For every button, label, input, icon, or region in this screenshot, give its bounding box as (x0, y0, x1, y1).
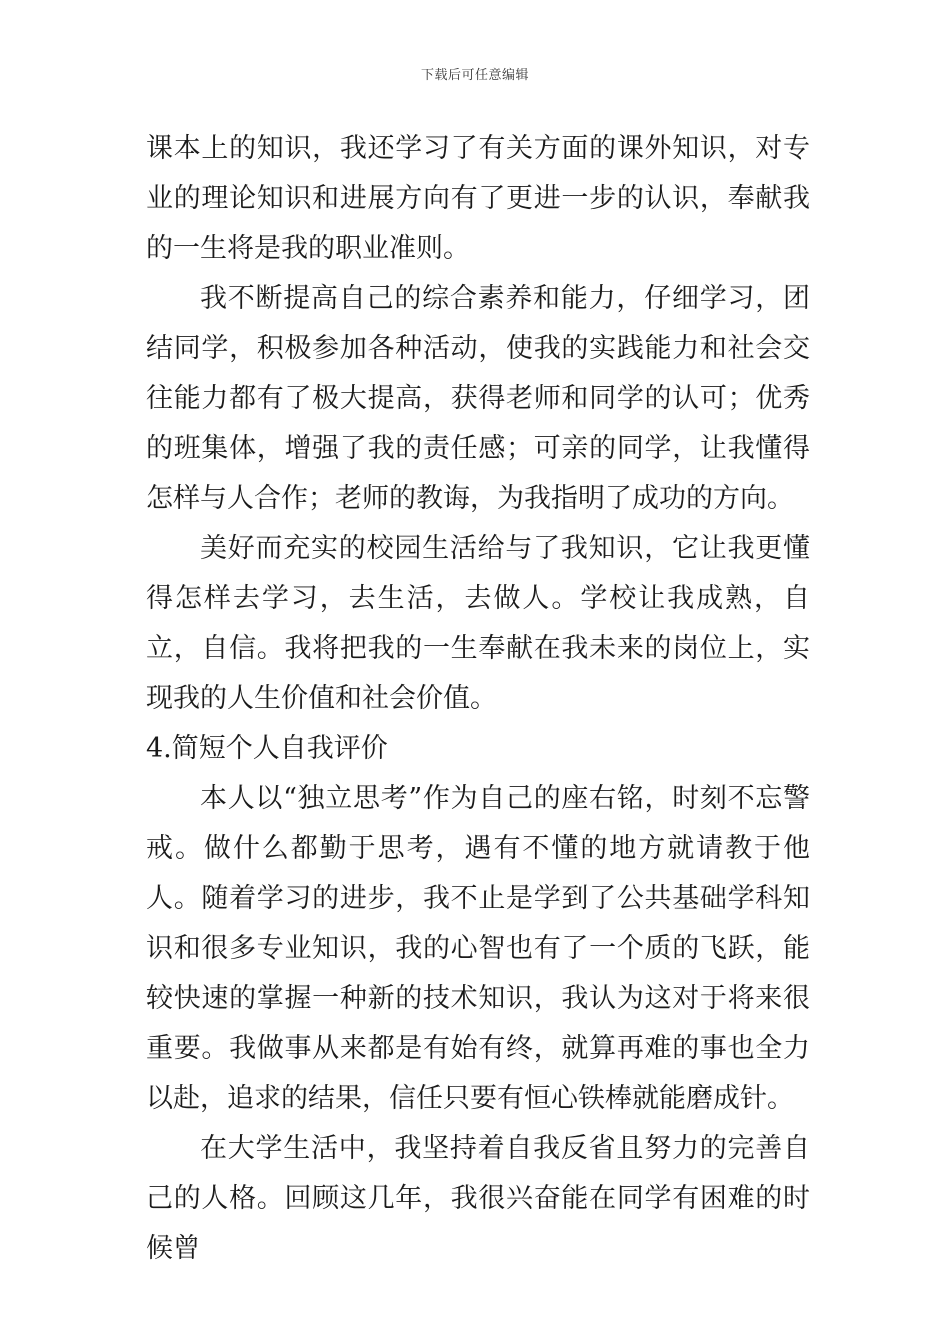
document-body (146, 124, 810, 1274)
paragraph-abilities: 我不断提高自己的综合素养和能力，仔细学习，团结同学，积极参加各种活动，使我的实践能力和社会交往能力都有了极大提高，获得老师和同学的认可；优秀的班集体，增强了我的责任感；可亲的同学，让我懂得怎样与人合作；老师的教诲，为我指明了成功的方向。 (146, 283, 810, 514)
paragraph-campus-life: 美好而充实的校园生活给与了我知识，它让我更懂得怎样去学习，去生活，去做人。学校让我成熟，自立，自信。我将把我的一生奉献在我未来的岗位上，实现我的人生价值和社会价值。 (146, 533, 810, 714)
paragraph-college-life: 在大学生活中，我坚持着自我反省且努力的完善自己的人格。回顾这几年，我很兴奋能在同学有困难的时候曾 (146, 1133, 810, 1264)
header-note: 下载后可任意编辑 (420, 68, 529, 83)
paragraph-self-evaluation: 本人以“独立思考”作为自己的座右铭，时刻不忘警戒。做什么都勤于思考，遇有不懂的地方就请教于他人。随着学习的进步，我不止是学到了公共基础学科知识和很多专业知识，我的心智也有了一个质的飞跃，能较快速的掌握一种新的技术知识，我认为这对于将来很重要。我做事从来都是有始有终，就算再难的事也全力以赴，追求的结果，信任只要有恒心铁棒就能磨成针。 (146, 783, 810, 1114)
section-heading: 4.简短个人自我评价 (146, 733, 388, 764)
paragraph-continuation: 课本上的知识，我还学习了有关方面的课外知识，对专业的理论知识和进展方向有了更进一步的认识，奉献我的一生将是我的职业准则。 (146, 133, 810, 264)
